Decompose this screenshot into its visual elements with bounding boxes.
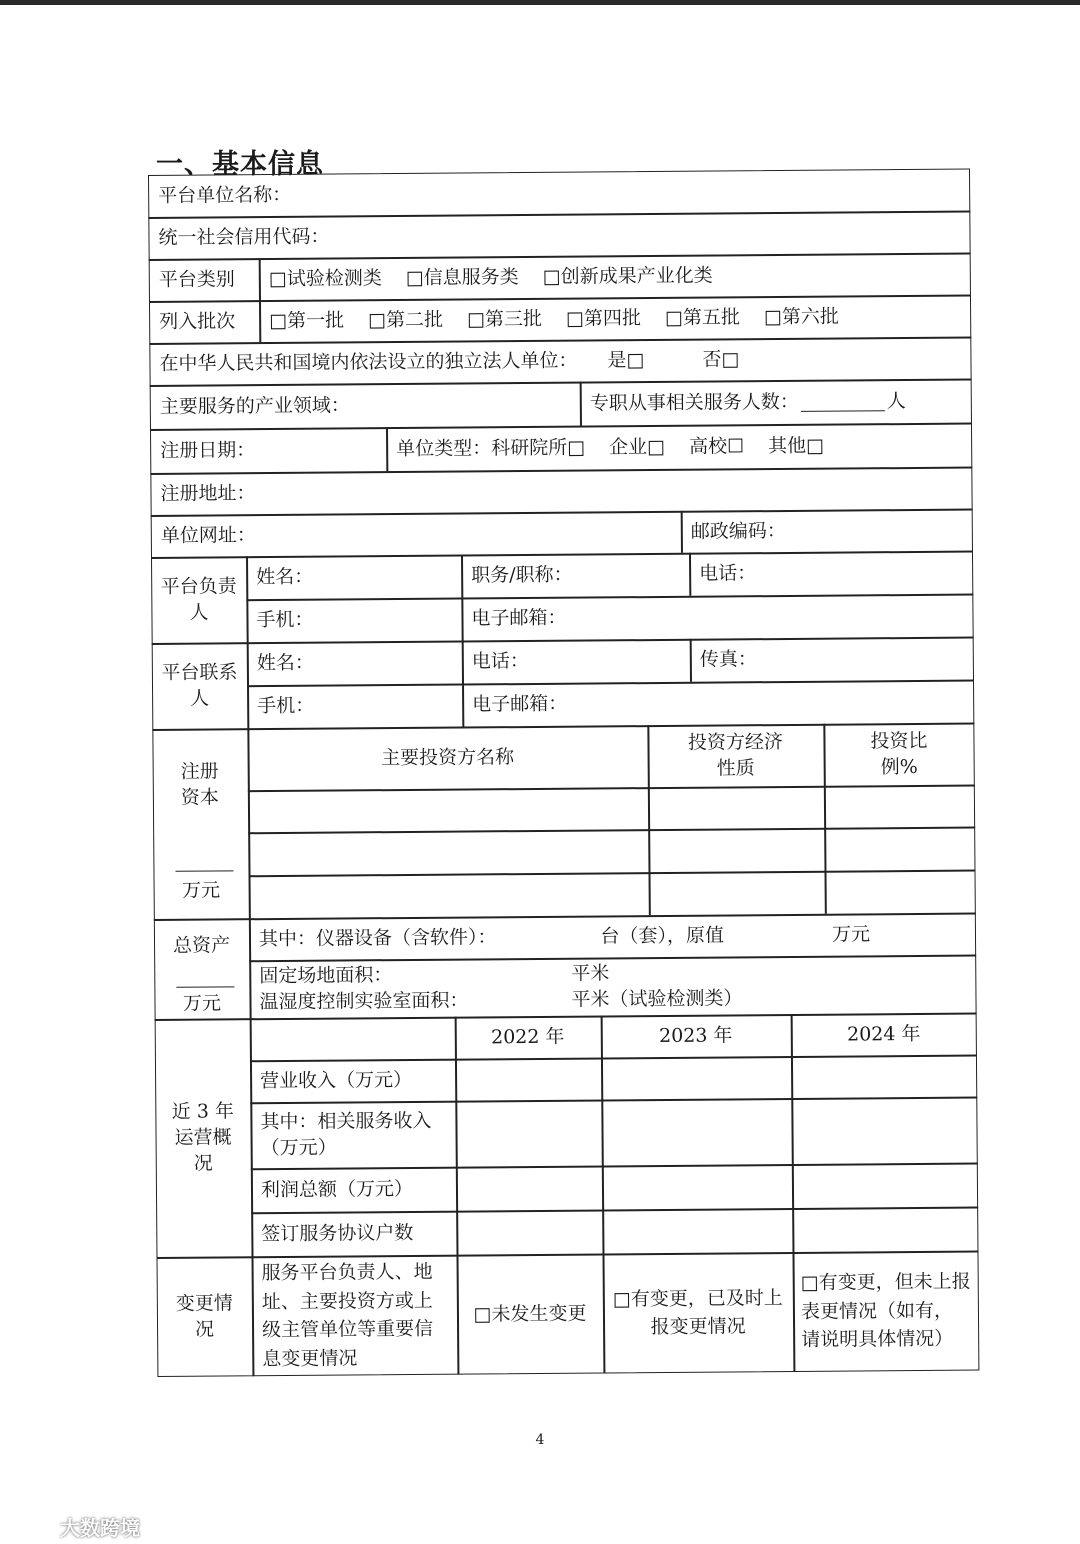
capital-unit: 万元 [182,879,221,902]
scan-top-edge [0,0,1080,5]
watermark-text: 大数跨境 [60,1515,140,1540]
batch-option-1[interactable]: □第一批 [269,309,345,332]
change-description: 服务平台负责人、地址、主要投资方或上级主管单位等重要信息变更情况 [261,1260,434,1370]
leader-label: 平台负责人 [160,575,237,624]
unit-type-research[interactable]: 科研院所□ [491,436,586,460]
assets-unit: 万元 [182,992,222,1015]
watermark [12,1512,140,1540]
change-option-unreported[interactable]: □有变更，但未上报表更情况（如有，请说明具体情况） [800,1270,971,1352]
staff-count-label: 专职从事相关服务人数： [589,390,799,415]
change-label: 变更情况 [175,1292,233,1341]
grid-line [690,639,692,682]
contact-phone-field[interactable]: 电话： [471,650,529,673]
batch-option-6[interactable]: □第六批 [763,305,839,329]
site-area-label: 固定场地面积： [259,963,393,987]
capital-label: 注册资本 [180,760,219,809]
leader-phone-field[interactable]: 电话： [699,562,757,586]
contact-label: 平台联系人 [161,661,238,710]
batch-label: 列入批次 [159,310,236,333]
leader-title-field[interactable]: 职务/职称： [471,564,573,587]
investor-nature-header: 投资方经济性质 [687,730,784,780]
unit-type-enterprise[interactable]: 企业□ [609,435,666,459]
change-option-reported[interactable]: □有变更，已及时上报变更情况 [612,1286,783,1339]
unit-type-label: 单位类型： [396,437,492,460]
legal-entity-no[interactable]: 否□ [702,348,740,371]
contact-mobile-field[interactable]: 手机： [257,695,315,718]
leader-email-field[interactable]: 电子邮箱： [471,607,567,630]
ops-row-revenue: 营业收入（万元） [260,1068,413,1093]
investor-ratio-header: 投资比例% [870,729,928,779]
unit-name-field[interactable]: 平台单位名称： [158,183,292,207]
credit-code-field[interactable]: 统一社会信用代码： [158,225,330,249]
legal-entity-label: 在中华人民共和国境内依法设立的独立法人单位： [159,349,578,375]
contact-name-field[interactable]: 姓名： [256,652,314,675]
batch-option-2[interactable]: □第二批 [368,308,444,332]
leader-name-field[interactable]: 姓名： [256,566,314,589]
equipment-unit-value: 万元 [831,923,871,946]
change-option-none[interactable]: □未发生变更 [473,1302,587,1326]
year-header-2022: 2022 年 [490,1025,565,1049]
year-header-2024: 2024 年 [846,1022,921,1046]
postal-code-field[interactable]: 邮政编码： [690,519,786,543]
reg-date-field[interactable]: 注册日期： [160,439,256,462]
lab-area-label: 温湿度控制实验室面积： [259,989,469,1014]
grid-line [681,511,683,553]
ops-label: 近 3 年运营概况 [171,1100,235,1175]
reg-address-field[interactable]: 注册地址： [160,482,256,505]
year-header-2023: 2023 年 [658,1024,733,1047]
contact-fax-field[interactable]: 传真： [699,648,757,672]
lab-area-unit: 平米（试验检测类） [571,987,743,1011]
section-title: 一、基本信息 [156,149,324,180]
basic-info-form [148,169,979,1377]
equipment-unit-sets: 台（套），原值 [600,924,725,948]
website-field[interactable]: 单位网址： [160,524,256,547]
leader-mobile-field[interactable]: 手机： [256,609,314,632]
grid-line [689,553,691,596]
investor-name-header: 主要投资方名称 [380,746,515,770]
category-option-info-service[interactable]: □信息服务类 [405,265,519,289]
industry-field[interactable]: 主要服务的产业领域： [159,394,350,418]
ops-row-service-revenue: 其中：相关服务收入（万元） [260,1109,432,1160]
category-label: 平台类别 [158,268,235,291]
staff-count-unit: 人 [886,389,906,413]
legal-entity-yes[interactable]: 是□ [607,348,645,372]
batch-option-5[interactable]: □第五批 [664,306,740,329]
equipment-label: 其中：仪器设备（含软件）： [258,926,497,951]
batch-option-3[interactable]: □第三批 [466,307,543,331]
category-option-testing[interactable]: □试验检测类 [268,267,382,290]
batch-option-4[interactable]: □第四批 [565,307,642,330]
unit-type-university[interactable]: 高校☐ [688,435,745,458]
category-option-industrialization[interactable]: □创新成果产业化类 [542,264,713,288]
contact-email-field[interactable]: 电子邮箱： [472,693,568,716]
grid-line [386,427,388,471]
site-area-unit: 平米 [571,962,610,985]
watermark-logo-icon [12,1513,54,1540]
unit-type-other[interactable]: 其他□ [768,434,825,458]
ops-row-agreements: 签订服务协议户数 [261,1221,414,1246]
ops-row-profit: 利润总额（万元） [260,1177,414,1202]
form-border [148,169,979,1377]
assets-label: 总资产 [172,934,231,957]
grid-line [580,382,582,426]
page-number: 4 [535,1432,545,1448]
